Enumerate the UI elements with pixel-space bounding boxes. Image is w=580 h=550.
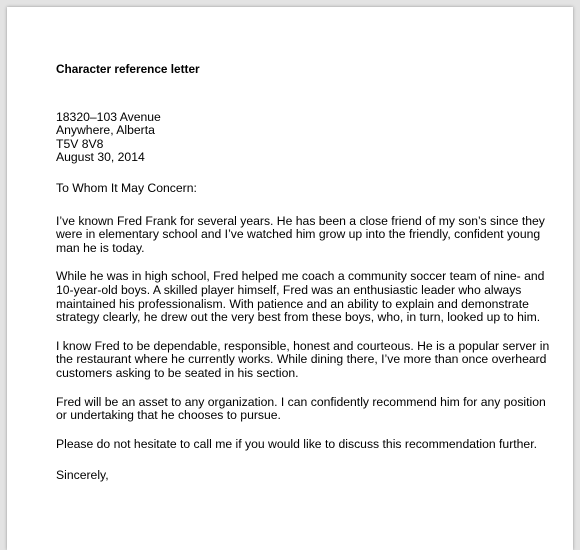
document-title: Character reference letter (56, 62, 200, 76)
letter-content (56, 63, 556, 483)
salutation: To Whom It May Concern: (56, 180, 197, 195)
address-postal-code: T5V 8V8 (56, 136, 104, 151)
paragraph-5: Please do not hesitate to call me if you would like to discuss this recommendation further. (56, 436, 537, 451)
address-street: 18320–103 Avenue (56, 109, 161, 124)
sender-address-block (56, 111, 556, 165)
paragraph-4: Fred will be an asset to any organization. I can confidently recommend him for any position or undertaking that he chooses to pursue. (56, 394, 546, 423)
paragraph-1: I’ve known Fred Frank for several years. He has been a close friend of my son’s since they were in elementary school and I’ve watched him grow up into the friendly, confident young man he is today. (56, 213, 545, 255)
paragraph-2: While he was in high school, Fred helped me coach a community soccer team of nine- and 10-year-old boys. A skilled player himself, Fred was an enthusiastic leader who always maintained his professionalism. With patience and an ability to explain and demonstrate strategy clearly, he drew out the very best from these boys, who, in turn, looked up to him. (56, 269, 545, 325)
letter-date: August 30, 2014 (56, 150, 145, 165)
address-city: Anywhere, Alberta (56, 123, 155, 138)
document-page (7, 7, 573, 550)
closing: Sincerely, (56, 468, 109, 483)
paragraph-3: I know Fred to be dependable, responsible, honest and courteous. He is a popular server in the restaurant where he currently works. While dining there, I’ve more than once overheard customers asking to be seated in his section. (56, 338, 550, 380)
